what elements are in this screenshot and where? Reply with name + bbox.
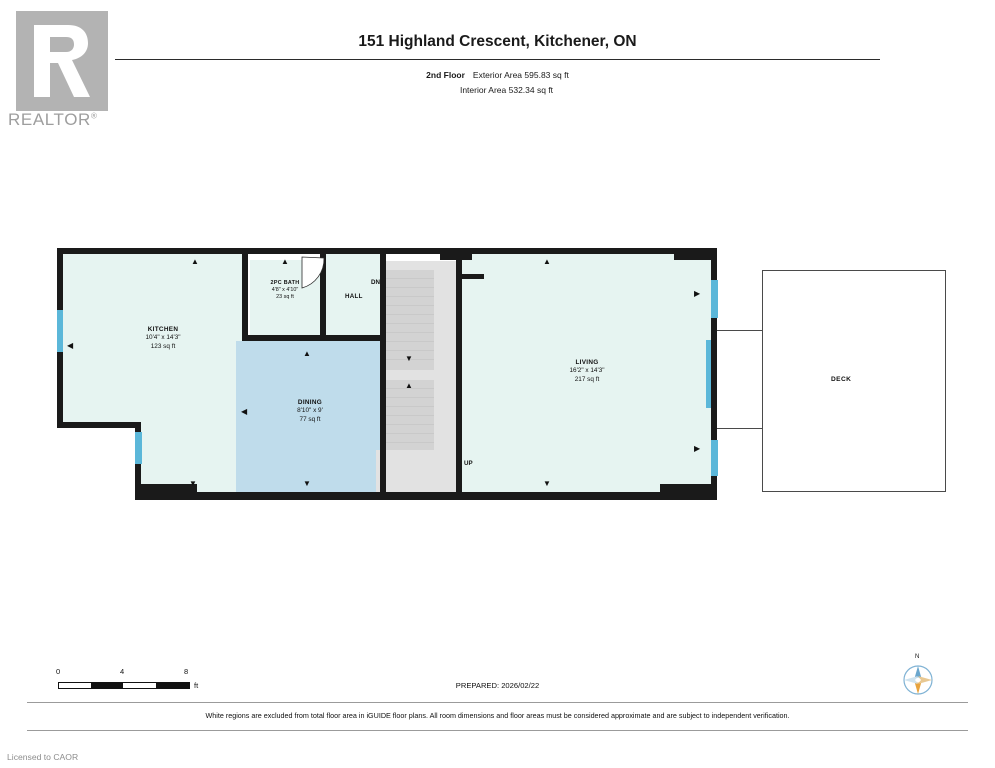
stair-tread [386, 433, 434, 434]
wall-exterior-left-step [57, 422, 141, 428]
label-hall: HALL [345, 293, 363, 300]
label-bath-dims: 4'8" x 4'10" [271, 287, 299, 294]
label-bath-name: 2PC BATH [270, 280, 300, 286]
deck-outline [762, 270, 946, 492]
stair-tread [386, 406, 434, 407]
label-dining-dims: 8'10" x 9' [297, 407, 323, 415]
stair-tread [386, 305, 434, 306]
label-kitchen [108, 326, 218, 351]
stair-tread [386, 341, 434, 342]
wall-bath-bottom [242, 335, 326, 341]
wall-bottom-thick-left [135, 484, 197, 500]
wall-hall-bottom [326, 335, 384, 341]
stair-tread [386, 332, 434, 333]
window-kitchen-southwest [135, 432, 142, 464]
wall-top-thick-right [674, 248, 717, 260]
label-dining-name: DINING [297, 399, 323, 406]
scale-unit: ft [194, 681, 199, 690]
stair-tread [386, 415, 434, 416]
window-kitchen-west [57, 310, 63, 352]
realtor-wordmark-text: REALTOR [8, 110, 91, 129]
label-living-area: 217 sq ft [574, 375, 600, 383]
compass-icon [897, 656, 939, 698]
label-dining-area: 77 sq ft [299, 415, 321, 423]
realtor-wordmark [8, 110, 128, 130]
label-living [532, 359, 642, 384]
stair-landing [376, 450, 462, 492]
door-living-to-deck [706, 340, 711, 408]
stair-tread [386, 424, 434, 425]
compass-rose [897, 656, 939, 698]
floor-info-row-1 [0, 68, 995, 83]
wall-stair-right [456, 248, 462, 500]
scale-tick-4: 4 [120, 667, 125, 676]
exterior-area: Exterior Area 595.83 sq ft [472, 70, 569, 80]
interior-area: Interior Area 532.34 sq ft [459, 85, 554, 95]
title-divider [115, 59, 880, 60]
floorplan-drawing: ▼ ▲ DECK KITCHEN 10'4" x 14'3" 123 sq ft 2PC BATH 4'8" x 4'10" 23 sq ft DINING 8'10" x 9' 77 sq ft LIVING 16'2" x 14'3" 217 sq ft HALL DN UP ▲ ▲ ▲ ◀ ▲ ◀ ▶ ▶ ▼ ▼ ▼ [0, 150, 995, 580]
floor-label: 2nd Floor [426, 70, 465, 80]
scale-tick-8: 8 [184, 667, 189, 676]
licensed-to: Licensed to CAOR [7, 752, 79, 762]
stair-tread [386, 350, 434, 351]
label-kitchen-name: KITCHEN [147, 326, 179, 333]
stair-tread [386, 397, 434, 398]
stair-tread [386, 296, 434, 297]
wall-exterior-top [57, 248, 717, 254]
stair-arrow-up-icon: ▲ [405, 381, 413, 390]
label-living-dims: 16'2" x 14'3" [569, 367, 605, 375]
scale-tick-0: 0 [56, 667, 61, 676]
label-bath [240, 280, 330, 302]
disclaimer-divider-bottom [27, 730, 968, 731]
floor-info-row-2 [0, 83, 995, 98]
label-kitchen-area: 123 sq ft [150, 342, 176, 350]
label-living-name: LIVING [575, 359, 599, 366]
label-kitchen-dims: 10'4" x 14'3" [145, 334, 181, 342]
wall-bottom-thick-right [660, 484, 717, 500]
stair-tread [386, 278, 434, 279]
stair-tread [386, 287, 434, 288]
stair-arrow-down-icon: ▼ [405, 354, 413, 363]
disclaimer-divider-top [27, 702, 968, 703]
wall-exterior-bottom [135, 492, 717, 500]
stair-tread [386, 442, 434, 443]
label-stair-up: UP [464, 460, 473, 467]
disclaimer-text: White regions are excluded from total floor area in iGUIDE floor plans. All room dimensions and floor areas must be considered approximate and are subject to independent verification. [205, 711, 790, 720]
window-living-east-lower [711, 440, 718, 476]
deck-connector-top [717, 330, 763, 331]
stair-tread [386, 323, 434, 324]
wall-top-thick-mid [440, 248, 472, 260]
floor-info [0, 68, 995, 98]
realtor-wordmark-sup: ® [90, 111, 98, 121]
window-living-east-upper [711, 280, 718, 318]
label-bath-area: 23 sq ft [276, 294, 294, 301]
deck-label: DECK [831, 376, 852, 383]
page-title: 151 Highland Crescent, Kitchener, ON [358, 33, 637, 50]
wall-stair-left-upper [380, 248, 386, 328]
prepared-date: PREPARED: 2026/02/22 [455, 681, 540, 690]
label-dining [255, 399, 365, 424]
stair-tread [386, 314, 434, 315]
compass-north-label: N [915, 654, 920, 660]
label-stair-dn: DN [371, 279, 380, 286]
wall-stair-left-lower [380, 328, 386, 500]
deck-connector-bottom [717, 428, 763, 429]
wall-nib-living-left [456, 274, 484, 279]
